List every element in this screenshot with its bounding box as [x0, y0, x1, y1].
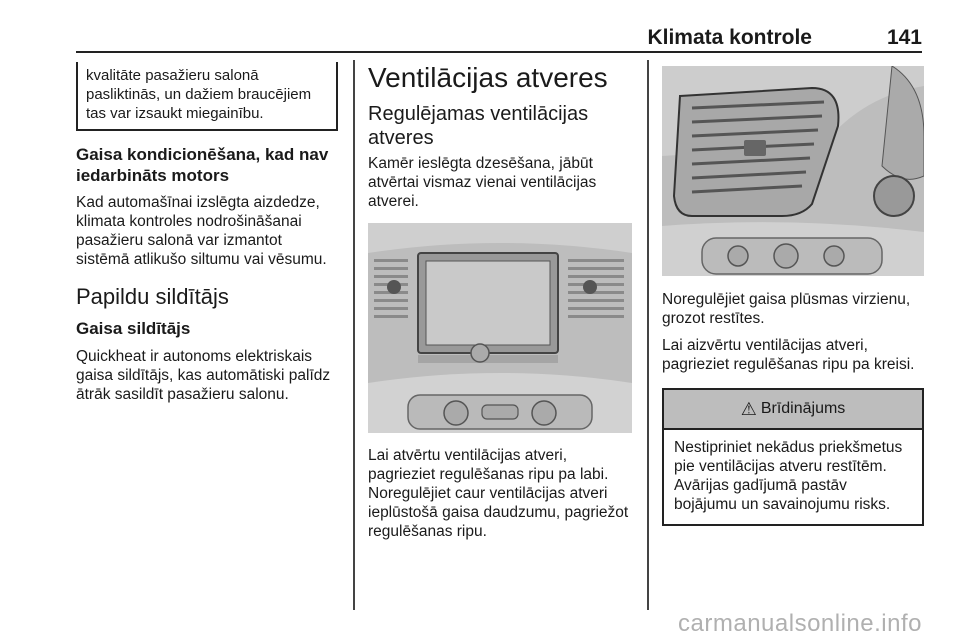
vent-close-text: Lai aizvērtu ventilācijas atveri, pagrieziet regulēšanas ripu pa kreisi. [662, 337, 915, 373]
ac-engine-off-text: Kad automašīnai izslēgta aizdedze, klimata kontroles nodrošināšanai pasažieru salonā var izmantot sistēmā atlikušo siltumu vai vēsumu. [76, 194, 327, 268]
column-left [76, 62, 338, 404]
continued-note-text: kvalitāte pasažieru salonā pasliktinās, un dažiem braucējiem tas var izsaukt miegainību. [86, 67, 312, 122]
ac-engine-off-heading: Gaisa kondicionēšana, kad nav iedarbināts motors [76, 145, 329, 185]
column-divider-right [647, 60, 649, 610]
column-middle [368, 62, 632, 541]
auxiliary-heater-heading: Papildu sildītājs [76, 284, 229, 309]
vents-intro-text: Kamēr ieslēgta dzesēšana, jābūt atvērtai vismaz vienai ventilācijas atverei. [368, 155, 597, 210]
column-divider-left [353, 60, 355, 610]
warning-text: Nestipriniet nekādus priekšmetus pie ventilācijas atveru restītēm. Avārijas gadījumā pastāv bojājumu un savainojumu risks. [674, 439, 903, 513]
vents-open-text: Lai atvērtu ventilācijas atveri, pagrieziet regulēšanas ripu pa labi. Noregulējiet caur ventilācijas atveri ieplūstošā gaisa daudzumu, pagriežot regulēšanas ripu. [368, 447, 629, 540]
side-vent-drawing [662, 66, 924, 276]
adjustable-vents-heading: Regulējamas ventilācijas atveres [368, 103, 589, 149]
warning-header [664, 390, 922, 430]
warning-box [662, 388, 924, 526]
air-heater-heading: Gaisa sildītājs [76, 319, 191, 338]
vents-title: Ventilācijas atveres [368, 62, 608, 93]
warning-title: Brīdinājums [760, 400, 846, 417]
page-header-title: Klimata kontrole [647, 26, 812, 49]
dashboard-drawing [368, 223, 632, 433]
side-vent-illustration [662, 66, 924, 276]
header-rule [76, 51, 922, 53]
watermark: carmanualsonline.info [678, 610, 922, 637]
warning-triangle-icon: ⚠ [740, 398, 757, 419]
page-number: 141 [886, 26, 922, 49]
louver-direction-text: Noregulējiet gaisa plūsmas virzienu, grozot restītes. [662, 291, 911, 327]
air-heater-text: Quickheat ir autonoms elektriskais gaisa sildītājs, kas automātiski palīdz ātrāk sasildīt pasažieru salonu. [76, 348, 331, 403]
continued-note-box [76, 62, 338, 131]
dashboard-vents-illustration [368, 223, 632, 433]
column-right [662, 62, 924, 526]
